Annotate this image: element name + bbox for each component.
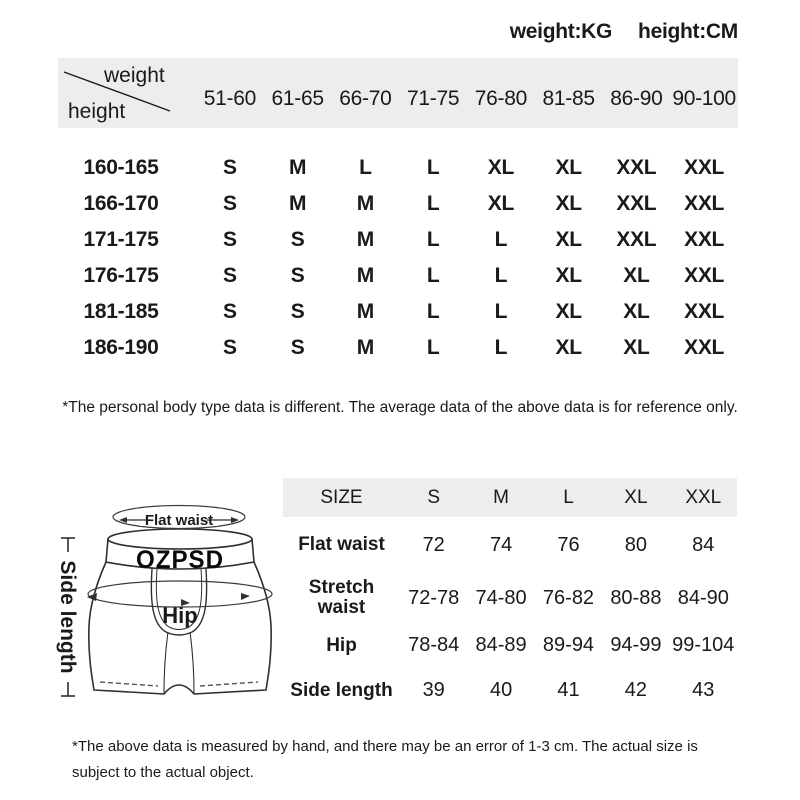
table-row (58, 222, 738, 258)
size-cell: XXL (684, 264, 725, 287)
size-cell: XXL (616, 156, 657, 179)
size-column-header: L (563, 486, 574, 508)
size-chart-header-row (58, 58, 738, 128)
size-cell: M (356, 192, 374, 215)
table-row (58, 186, 738, 222)
units-note (510, 20, 738, 44)
size-cell: L (426, 336, 440, 359)
size-cell: XL (623, 336, 650, 359)
measurement-row-label: Flat waist (298, 534, 385, 556)
size-cell: S (223, 300, 237, 323)
size-cell: L (426, 300, 440, 323)
size-cell: M (289, 192, 307, 215)
weight-column-header: 86-90 (610, 87, 663, 110)
measurement-cell: 84-90 (677, 586, 729, 609)
diagonal-corner-cell (58, 58, 196, 128)
size-column-header: S (427, 486, 441, 508)
size-cell: XL (555, 264, 582, 287)
size-cell: S (223, 156, 237, 179)
measurement-cell: 74 (489, 533, 513, 556)
size-cell: S (290, 228, 305, 251)
size-cell: S (290, 264, 305, 287)
measurement-header-row (283, 478, 737, 517)
size-cell: XL (487, 156, 514, 179)
flat-waist-label: Flat waist (144, 512, 214, 529)
size-cell: L (359, 156, 372, 179)
measurement-cell: 39 (422, 679, 445, 701)
size-cell: XXL (684, 336, 725, 359)
measurement-cell: 94-99 (610, 634, 662, 656)
weight-column-header: 90-100 (672, 87, 736, 110)
height-row-label: 186-190 (83, 336, 159, 359)
size-cell: XL (555, 192, 582, 215)
weight-column-header: 51-60 (203, 87, 256, 110)
table-row (58, 150, 738, 186)
measurement-cell: 80 (624, 533, 648, 556)
measurement-cell: 43 (692, 679, 715, 701)
height-row-label: 176-175 (83, 264, 159, 287)
hip-label: Hip (162, 603, 198, 628)
corner-height-label: height (68, 100, 126, 123)
boxer-illustration (40, 476, 290, 721)
size-cell: M (356, 336, 374, 359)
side-length-label: Side length (56, 560, 79, 674)
table-row (283, 573, 737, 623)
weight-column-header: 76-80 (474, 87, 527, 110)
size-cell: L (426, 228, 440, 251)
size-cell: XL (487, 192, 514, 215)
size-cell: XXL (616, 192, 657, 215)
size-cell: XL (555, 336, 582, 359)
size-cell: L (426, 156, 440, 179)
size-cell: S (223, 228, 237, 251)
measurement-cell: 72-78 (408, 586, 460, 609)
size-cell: S (223, 264, 237, 287)
table-row (58, 258, 738, 294)
table-row (283, 517, 737, 573)
size-cell: L (426, 264, 440, 287)
weight-column-header: 66-70 (339, 87, 392, 110)
measurement-row-label: Hip (326, 634, 357, 656)
corner-weight-label: weight (104, 64, 165, 87)
table-row (58, 330, 738, 366)
height-row-label: 166-170 (83, 192, 159, 215)
brand-logo: OZPSD (136, 546, 224, 574)
size-cell: M (289, 156, 307, 179)
size-cell: M (356, 228, 374, 251)
size-cell: M (356, 264, 374, 287)
measurement-cell: 89-94 (542, 634, 595, 656)
size-cell: S (290, 336, 305, 359)
weight-column-header: 71-75 (407, 87, 460, 110)
size-cell: XL (555, 300, 582, 323)
measurement-row-label: Side length (290, 679, 393, 701)
measurement-row-label: Stretch waist (308, 577, 375, 618)
measurement-cell: 40 (489, 679, 513, 701)
size-cell: L (426, 192, 440, 215)
table-row (283, 668, 737, 713)
height-row-label: 181-185 (83, 300, 159, 323)
boxer-diagram (40, 476, 290, 726)
size-cell: XXL (616, 228, 657, 251)
size-cell: XL (555, 228, 582, 251)
size-cell: S (223, 336, 237, 359)
size-cell: XL (555, 156, 582, 179)
measurement-cell: 41 (557, 679, 580, 701)
size-cell: XXL (684, 192, 725, 215)
measurement-cell: 76-82 (542, 586, 595, 609)
measurement-cell: 99-104 (672, 634, 735, 656)
size-column-header: XXL (685, 486, 722, 508)
size-cell: S (290, 300, 305, 323)
size-cell: L (494, 336, 508, 359)
size-cell: XL (623, 300, 650, 323)
measurement-cell: 76 (557, 533, 580, 556)
measurement-cell: 72 (422, 533, 445, 556)
measurement-cell: 84-89 (475, 634, 527, 656)
measurement-cell: 42 (624, 679, 648, 701)
size-cell: XL (623, 264, 650, 287)
measurement-cell: 84 (692, 533, 715, 556)
size-cell: XXL (684, 300, 725, 323)
size-cell: XXL (684, 228, 725, 251)
weight-column-header: 61-65 (271, 87, 324, 110)
size-column-header: XL (624, 486, 648, 508)
table-row (283, 623, 737, 668)
size-cell: M (356, 300, 374, 323)
size-chart-body (58, 150, 738, 366)
size-column-header: SIZE (320, 486, 363, 508)
weight-unit-label: weight:KG (509, 20, 613, 43)
height-unit-label: height:CM (638, 20, 738, 43)
size-cell: L (494, 264, 508, 287)
measurement-cell: 74-80 (475, 586, 527, 609)
size-cell: S (223, 192, 237, 215)
reference-note: *The personal body type data is different. The average data of the above data is for reference only. (62, 399, 738, 416)
measurement-error-note: *The above data is measured by hand, and there may be an error of 1-3 cm. The actual size is subject to the actual object. (72, 738, 698, 782)
measurement-table (283, 478, 737, 713)
height-row-label: 171-175 (83, 228, 159, 251)
table-row (58, 294, 738, 330)
size-column-header: M (493, 486, 509, 508)
size-cell: L (494, 300, 508, 323)
height-row-label: 160-165 (83, 156, 159, 179)
weight-column-header: 81-85 (542, 87, 595, 110)
size-cell: L (494, 228, 508, 251)
measurement-cell: 78-84 (408, 634, 460, 656)
measurement-cell: 80-88 (610, 586, 662, 609)
size-cell: XXL (684, 156, 725, 179)
